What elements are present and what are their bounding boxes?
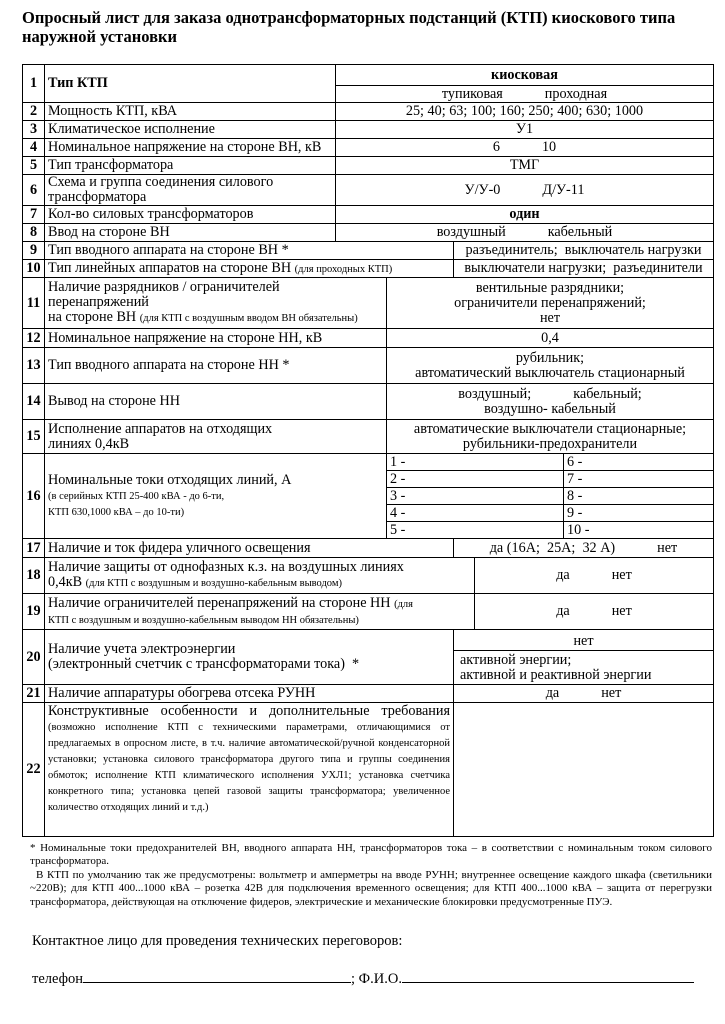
row-label: Ввод на стороне ВН (45, 224, 336, 242)
row-label: Наличие аппаратуры обогрева отсека РУНН (45, 685, 454, 703)
questionnaire-table (22, 64, 714, 837)
row-label: Исполнение аппаратов на отходящих линиях 0,4кВ (45, 420, 387, 454)
row-label: Наличие учета электроэнергии (электронный счетчик с трансформаторами тока) * (45, 630, 454, 685)
row-label: Схема и группа соединения силового трансформатора (45, 175, 336, 206)
climate-value[interactable]: У1 (336, 121, 714, 139)
lv-output-options[interactable]: воздушный; кабельный; воздушно- кабельный (387, 384, 714, 420)
row-label: Номинальное напряжение на стороне НН, кВ (45, 329, 387, 348)
table-row (23, 224, 714, 242)
current-field-10[interactable]: 10 - (564, 522, 714, 539)
table-row (23, 685, 714, 703)
table-row (23, 384, 714, 420)
table-row (23, 206, 714, 224)
arrester-options[interactable]: вентильные разрядники; ограничители перенапряжений; нет (387, 278, 714, 329)
row-label: Наличие разрядников / ограничителей перенапряжений на стороне ВН (для КТП с воздушным вводом ВН обязательны) (45, 278, 387, 329)
street-light-options[interactable]: да (16А; 25А; 32 А) нет (454, 539, 714, 558)
row-number: 19 (23, 594, 45, 630)
row-number: 6 (23, 175, 45, 206)
outgoing-device-options[interactable]: автоматические выключатели стационарные; рубильники-предохранители (387, 420, 714, 454)
contact-line (32, 969, 694, 988)
row-label: Кол-во силовых трансформаторов (45, 206, 336, 224)
row-label: Тип вводного аппарата на стороне ВН * (45, 242, 454, 260)
row-label: Номинальное напряжение на стороне ВН, кВ (45, 139, 336, 157)
table-row (23, 329, 714, 348)
table-row (23, 65, 714, 86)
metering-option-none[interactable]: нет (454, 632, 713, 651)
row-label: Тип линейных аппаратов на стороне ВН (для проходных КТП) (45, 260, 454, 278)
lv-surge-limiter-options[interactable]: да нет (475, 594, 714, 630)
current-field-2[interactable]: 2 - (387, 471, 564, 488)
footnote-1: * Номинальные токи предохранителей ВН, вводного аппарата НН, трансформаторов тока – в соответствии с номинальным током силового трансформатора. (30, 842, 712, 868)
row-number: 9 (23, 242, 45, 260)
row-number: 17 (23, 539, 45, 558)
row-number: 10 (23, 260, 45, 278)
row-label: Вывод на стороне НН (45, 384, 387, 420)
table-row (23, 539, 714, 558)
current-field-4[interactable]: 4 - (387, 505, 564, 522)
current-field-7[interactable]: 7 - (564, 471, 714, 488)
row-label: Тип трансформатора (45, 157, 336, 175)
row-number: 22 (23, 703, 45, 837)
table-row (23, 454, 714, 471)
row-label: Тип вводного аппарата на стороне НН * (45, 348, 387, 384)
table-row (23, 594, 714, 630)
ktp-type-value[interactable]: киосковая (336, 65, 714, 86)
row-label: Тип КТП (45, 65, 336, 103)
transformer-type-value[interactable]: ТМГ (336, 157, 714, 175)
table-row (23, 703, 714, 837)
current-field-6[interactable]: 6 - (564, 454, 714, 471)
row-number: 15 (23, 420, 45, 454)
power-options[interactable]: 25; 40; 63; 100; 160; 250; 400; 630; 1000 (336, 103, 714, 121)
contact-heading: Контактное лицо для проведения технических переговоров: (32, 933, 403, 949)
table-row (23, 260, 714, 278)
lv-input-device-options[interactable]: рубильник; автоматический выключатель стационарный (387, 348, 714, 384)
hv-voltage-options[interactable]: 6 10 (336, 139, 714, 157)
row-number: 8 (23, 224, 45, 242)
heating-options[interactable]: да нет (454, 685, 714, 703)
table-row (23, 558, 714, 594)
metering-option-active[interactable]: активной энергии; (460, 651, 572, 668)
row-number: 3 (23, 121, 45, 139)
row-label: Климатическое исполнение (45, 121, 336, 139)
table-row (23, 420, 714, 454)
metering-options[interactable] (454, 630, 714, 685)
short-circuit-protection-options[interactable]: да нет (475, 558, 714, 594)
table-row (23, 630, 714, 685)
row-number: 14 (23, 384, 45, 420)
current-field-8[interactable]: 8 - (564, 488, 714, 505)
table-row (23, 278, 714, 329)
footnotes (30, 842, 712, 909)
requirements-input[interactable] (454, 703, 714, 837)
row-number: 21 (23, 685, 45, 703)
table-row (23, 121, 714, 139)
row-label: Конструктивные особенности и дополнительные требования (возможно исполнение КТП с техническими параметрами, отличающимися от предлагаемых в опросном листе, в т.ч. наличие автоматической/ручной конденсаторной установки; установка силового трансформатора другого типа и группы соединения обмоток; исполнение КТП климатического исполнения УХЛ1; установка счетчика конкретного типа; установка цепей газовой защиты трансформатора; увеличенное количество отходящих линий и т.д.) (45, 703, 454, 837)
phone-label: телефон (32, 971, 84, 987)
connection-group-options[interactable]: У/У-0 Д/У-11 (336, 175, 714, 206)
row-number: 1 (23, 65, 45, 103)
table-row (23, 348, 714, 384)
row-number: 2 (23, 103, 45, 121)
row-number: 20 (23, 630, 45, 685)
row-number: 7 (23, 206, 45, 224)
metering-option-reactive[interactable]: активной и реактивной энергии (460, 666, 652, 683)
lv-voltage-value[interactable]: 0,4 (387, 329, 714, 348)
current-field-1[interactable]: 1 - (387, 454, 564, 471)
table-row (23, 103, 714, 121)
current-field-3[interactable]: 3 - (387, 488, 564, 505)
hv-input-options[interactable]: воздушный кабельный (336, 224, 714, 242)
current-field-9[interactable]: 9 - (564, 505, 714, 522)
current-field-5[interactable]: 5 - (387, 522, 564, 539)
row-number: 12 (23, 329, 45, 348)
fio-label: ; Ф.И.О. (351, 971, 402, 987)
row-label: Мощность КТП, кВА (45, 103, 336, 121)
phone-input[interactable] (83, 969, 351, 983)
row-label: Наличие и ток фидера уличного освещения (45, 539, 454, 558)
row-label: Наличие ограничителей перенапряжений на стороне НН (для КТП с воздушным и воздушно-кабельным выводом НН обязательны) (45, 594, 475, 630)
table-row (23, 242, 714, 260)
row-number: 13 (23, 348, 45, 384)
fio-input[interactable] (402, 969, 694, 983)
row-label: Номинальные токи отходящих линий, А (в серийных КТП 25-400 кВА - до 6-ти, КТП 630,1000 кВА – до 10-ти) (45, 454, 387, 539)
row-number: 18 (23, 558, 45, 594)
table-row (23, 175, 714, 206)
page-title: Опросный лист для заказа однотрансформаторных подстанций (КТП) киоскового типа наружной установки (22, 8, 676, 46)
ktp-subtype-options[interactable]: тупиковая проходная (336, 86, 714, 103)
footnote-2: В КТП по умолчанию так же предусмотрены: вольтметр и амперметры на вводе РУНН; внутреннее освещение каждого шкафа (светильники ~220В); для КТП 400...1000 кВА – розетка 42В для подключения временного освещения; для КТП 400...1000 кВА – защита от перегрузки трансформатора, действующая на отключение фидеров, электрические и механические блокировки предусмотренные ПУЭ. (30, 868, 712, 908)
row-number: 11 (23, 278, 45, 329)
table-row (23, 157, 714, 175)
row-label: Наличие защиты от однофазных к.з. на воздушных линиях 0,4кВ (для КТП с воздушным и воздушно-кабельным выводом) (45, 558, 475, 594)
hv-input-device-options[interactable]: разъединитель; выключатель нагрузки (454, 242, 714, 260)
row-number: 4 (23, 139, 45, 157)
transformer-count-value[interactable]: один (336, 206, 714, 224)
table-row (23, 139, 714, 157)
hv-line-device-options[interactable]: выключатели нагрузки; разъединители (454, 260, 714, 278)
row-number: 16 (23, 454, 45, 539)
row-number: 5 (23, 157, 45, 175)
